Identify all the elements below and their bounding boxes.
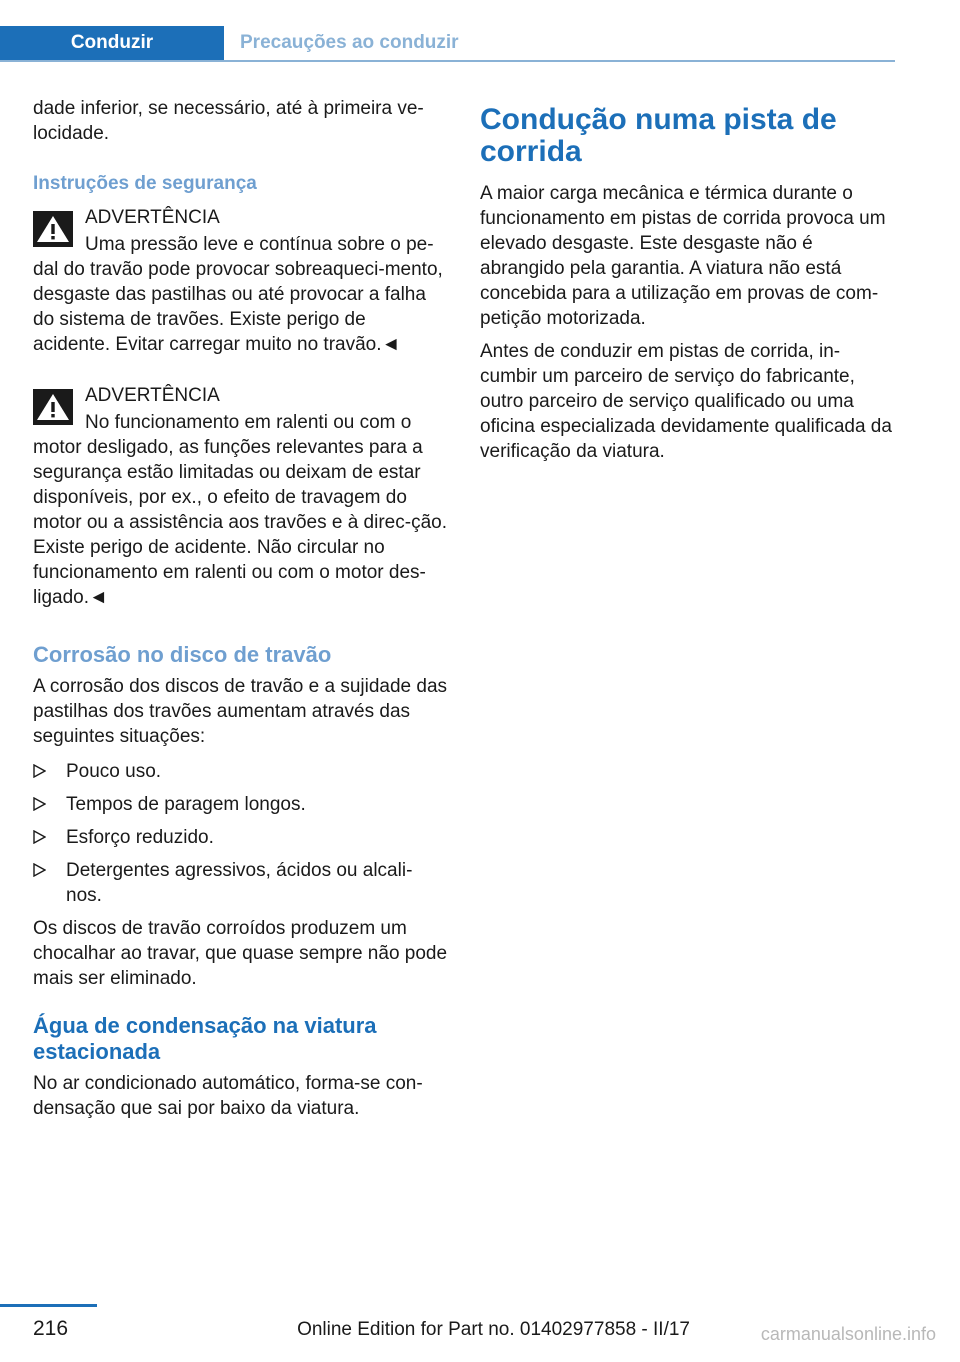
warning-title: ADVERTÊNCIA [85,385,220,406]
list-item-text: Tempos de paragem longos. [66,794,306,815]
header-divider [0,60,895,62]
race-track-paragraph-1: A maior carga mecânica e térmica durante o funcionamento em pistas de corrida provoca um elevado desgaste. Este desgaste não é abrangido pela garantia. A viatura não está concebida para a utilização em provas de com-petição motorizada. [480,183,886,329]
warning-text-first-line: Uma pressão leve e contínua sobre o pe- [85,234,434,255]
corrosion-causes-list [33,759,448,908]
list-item-text: Detergentes agressivos, ácidos ou alcali-nos. [66,860,413,906]
list-item [33,825,448,850]
race-track-heading: Condução numa pista de corrida [480,103,837,168]
race-track-paragraph-2: Antes de conduzir em pistas de corrida, in-cumbir um parceiro de serviço do fabricante, outro parceiro de serviço qualificado ou uma oficina especializada devidamente qualificada da verificação da viatura. [480,341,892,462]
triangle-bullet-icon [33,830,46,844]
footer-divider [0,1304,97,1307]
list-item [33,759,448,784]
watermark: carmanualsonline.info [760,1324,936,1344]
triangle-bullet-icon [33,797,46,811]
list-item-text: Pouco uso. [66,761,162,782]
condensation-heading: Água de condensação na viatura estacionada [33,1013,377,1064]
page-header [0,0,895,62]
page-number: 216 [33,1317,69,1340]
warning-text: dal do travão pode provocar sobreaqueci-mento, desgaste das pastilhas ou até provocar a falha do sistema de travões. Existe perigo de acidente. Evitar carregar muito no travão.◄ [33,259,443,355]
corrosion-intro: A corrosão dos discos de travão e a sujidade das pastilhas dos travões aumentam através das seguintes situações: [33,676,448,747]
left-column [33,96,448,1121]
warning-block-1 [33,205,448,357]
corrosion-heading: Corrosão no disco de travão [33,642,332,667]
tab-precaucoes-ao-conduzir[interactable]: Precauções ao conduzir [240,32,459,53]
condensation-text: No ar condicionado automático, forma-se con-densação que sai por baixo da viatura. [33,1073,423,1119]
right-column [480,104,895,464]
corrosion-outro: Os discos de travão corroídos produzem um chocalhar ao travar, que quase sempre não pode mais ser eliminado. [33,918,448,989]
list-item [33,792,448,817]
warning-title: ADVERTÊNCIA [85,207,220,228]
continued-paragraph: dade inferior, se necessário, até à primeira ve-locidade. [33,98,424,144]
triangle-bullet-icon [33,764,46,778]
tab-conduzir[interactable]: Conduzir [0,26,224,60]
warning-triangle-icon [33,389,73,425]
edition-info: Online Edition for Part no. 01402977858 - II/17 [297,1319,690,1340]
list-item [33,858,448,908]
safety-instructions-heading: Instruções de segurança [33,173,257,194]
warning-text-first-line: No funcionamento em ralenti ou com o [85,412,412,433]
list-item-text: Esforço reduzido. [66,827,214,848]
triangle-bullet-icon [33,863,46,877]
warning-block-2 [33,383,448,610]
warning-triangle-icon [33,211,73,247]
warning-text: motor desligado, as funções relevantes para a segurança estão limitadas ou deixam de estar disponíveis, por ex., o efeito de travagem do motor ou a assistência aos travões e à direc-ção. Existe perigo de acidente. Não circular no funcionamento em ralenti ou com o motor des-ligado.◄ [33,437,447,608]
